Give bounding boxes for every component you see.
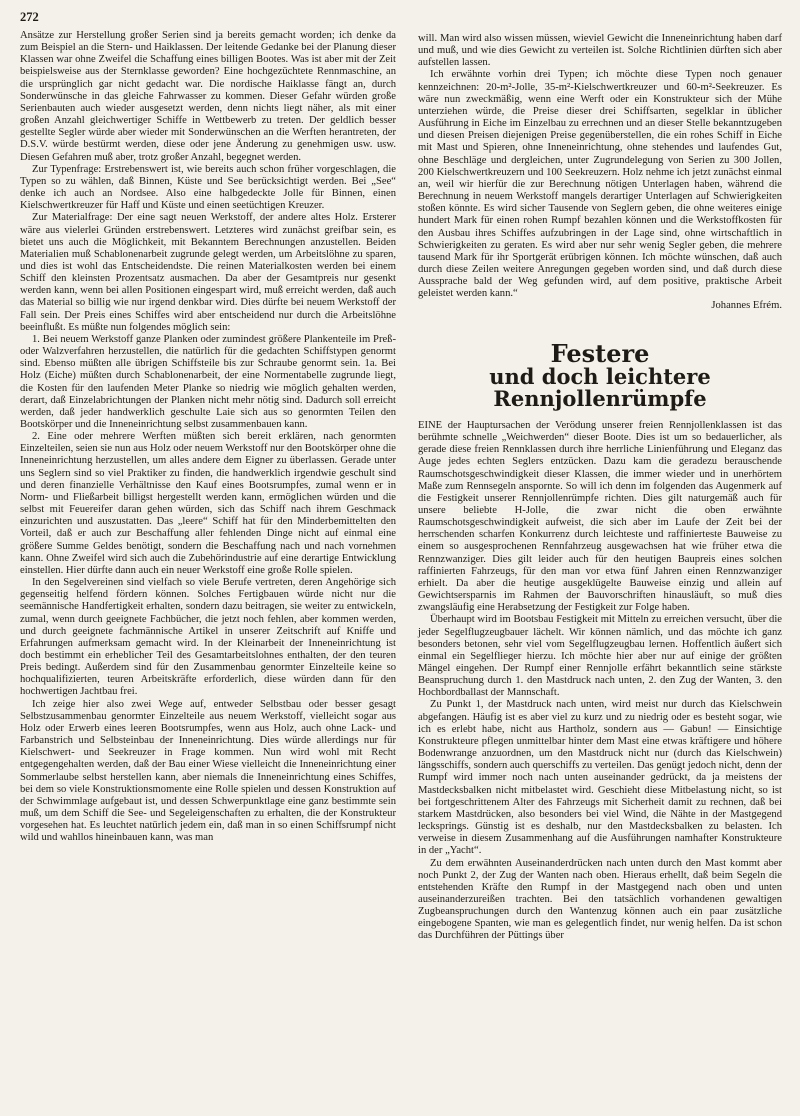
lead-paragraph: EINE der Hauptursachen der Verödung unserer freien Rennjollenklassen ist das berühmte schnelle „Weichwerden“ dieser Boote. Dies ist um so bedauerlicher, als gerade diese freien Rennklassen durch ihre herrliche Linienführung und Eleganz das Auge jedes echten Seglers entzücken. Dazu kam die geradezu berauschende Raumschotsgeschwindigkeit dieser Klassen, die immer wieder und in unerhörtem Maße zum Rennsegeln anspornte. So will ich denn im folgenden das Augenmerk auf die Festigkeit unserer Rennjollenrümpfe richten. Dies gilt naturgemäß auch für unsere beliebte H-Jolle, die zwar nicht die oben erwähnte Raumschotsgeschwindigkeit aufweist, die sich aber im Laufe der Zeit bei der herrschenden scharfen Konkurrenz durch leichteste und raffinierteste Bauweise zu einem so ausgesprochenen Rennfahrzeug ausgewachsen hat wie früher etwa die Rennzwanziger. Dies gilt leider auch für den heutigen Baupreis eines solchen raffinierten Fahrzeugs, für den man vor etwa fünf Jahren einen Rennzwanziger erhielt. Da aber die heutige ausgeklügelte Bauweise einzig und allein auf Gewichtsersparnis im Rahmen der Bauvorschriften hinausläuft, so muß dies zwangsläufig eine Herabsetzung der Festigkeit zur Folge haben. [418,419,782,614]
paragraph: will. Man wird also wissen müssen, wieviel Gewicht die Inneneinrichtung haben darf und muß, und wie dies Gewicht zu verteilen ist. Solche Richtlinien dürften sich aber aufstellen lassen. [418,33,782,69]
paragraph: Ich erwähnte vorhin drei Typen; ich möchte diese Typen noch genauer kennzeichnen: 20-m²-Jolle, 35-m²-Kielschwertkreuzer und 60-m²-Seekreuzer. Es wäre nun zweckmäßig, wenn eine Werft oder ein Konstrukteur sich der Mühe unterziehen würde, die Preise dieser drei Schiffsarten, segelklar in üblicher Ausführung in Eiche im Einzelbau zu errechnen und an dieser Stelle bekanntzugeben und diesen Preisen diejenigen Preise gegenüberstellen, die ein rohes Schiff in Eiche mit Mast und Spieren, ohne Inneneinrichtung, ohne stehendes und laufendes Gut, ohne Beschläge und dergleichen, unter Zugrundelegung von Serien zu 300 Jollen, 200 Kielschwertkreuzern und 100 Seekreuzern. Holz nehme ich jetzt zunächst einmal an, weil wir hierfür die zur Berechnung nötigen Unterlagen haben, während die Berechnung in neuem Werkstoff mangels derartiger Unterlagen auf Schwierigkeiten stoßen könnte. Es wird sicher Tausende von Seglern geben, die ohne weiteres einige hundert Mark für einen rohen Rumpf bezahlen können und die Werkstoffkosten für den Ausbau ihres Schiffes aufzubringen in der Lage sind, ohne wirtschaftlich in Schwierigkeiten zu geraten. Es wird aber nur sehr wenig Segler geben, die mehrere tausend Mark für ihr Sportgerät erübrigen können. Ich möchte wünschen, daß auch durch diese Zeilen weitere Anregungen gegeben worden sind, und daß durch diese Aussprache bald der Weg gefunden wird, auf dem positive, praktische Arbeit geleistet werden kann.“ [418,69,782,300]
paragraph: Zu Punkt 1, der Mastdruck nach unten, wird meist nur durch das Kielschwein abgefangen. Häufig ist es aber viel zu kurz und zu niedrig oder es besteht sogar, wie ich es erlebt habe, nicht aus Hartholz, sondern aus — Gabun! — Einsichtige Konstrukteure pflegen unmittelbar hinter dem Mast eine etwas kräftigere und höhere Bodenwrange anzuordnen, um den Mastdruck nicht nur (durch das Kielschwein) längsschiffs, sondern auch querschiffs zu verteilen. Das genügt jedoch nicht, denn der Rumpf wird immer noch nach unten auseinander gedrückt, da ja meistens der Mastdecksbalken nicht mitbelastet wird. Geschieht diese Mitbelastung nicht, so ist bei fortgeschrittenem Alter des Fahrzeugs mit Sicherheit damit zu rechnen, daß bei starkem Mastdrücken, also besonders bei viel Wind, die Nähte in der Mastgegend lecksprings. Günstig ist es deshalb, nur den Mastdecksbalken zu belasten. Ich verweise in diesem Zusammenhang auf die Ausführungen namhafter Konstrukteure in der „Yacht“. [418,699,782,857]
article-title-line-1: Festere [550,338,650,368]
paragraph: Ich zeige hier also zwei Wege auf, entweder Selbstbau oder besser gesagt Selbstzusammenbau genormter Einzelteile aus neuem Werkstoff, vielleicht sogar aus Holz oder Erwerb eines leeren Bootsrumpfes, wenn aus Holz, auch ohne Lack- und Farbanstrich und Selbsteinbau der Inneneinrichtung. Dies würde allerdings nur für Kielschwert- und Seekreuzer in Frage kommen. Nun wird wohl mit Recht entgegengehalten werden, daß der Bau einer Wiese vielleicht die Inneneinrichtung einer Sommerlaube selbst herstellen kann, aber niemals die Inneneinrichtung eines Schiffes, bei dem so viele Konstruktionsmomente eine Rolle spielen und dessen Konstruktion auf der Schwimmlage aufgebaut ist, und dessen Schwerpunktlage eine ganz bestimmte sein muß, um dem Schiff die See- und Segeleigenschaften zu erhalten, die der Konstrukteur vorgesehen hat. Es leuchtet natürlich jedem ein, daß man in so einen Schiffsrumpf nicht wild und wahllos hineinbauen kann, was man [20,698,396,844]
right-column [418,33,782,943]
paragraph: Ansätze zur Herstellung großer Serien sind ja bereits gemacht worden; ich denke da zum Beispiel an die Stern- und Haiklassen. Der leitende Gedanke bei der Planung dieser Klassen war ohne Zweifel die Schaffung eines billigen Bootes. Was ist aber mit der Zeit beispielsweise aus der Sternklasse geworden? Eine hochgezüchtete Rennmaschine, an die ursprünglich gar nicht gedacht war. Die nordische Haiklasse fängt an, durch Sonderwünsche in das gleiche Fahrwasser zu kommen. Dieser Gefahr würden große Serienbauten auch wieder ausgesetzt werden, denn nichts liegt näher, als mit einer großen Anzahl gleichwertiger Schiffe in Wettbewerb zu treten. Der geldlich besser gestellte Segler würde aber wieder mit Sonderwünschen an die Werften herantreten, der D.S.V. würde bestürmt werden, diese oder jene Änderung zu genehmigen usw. usw. Diesen Gefahren muß aber, trotz großer Anzahl, begegnet werden. [20,30,396,163]
paragraph: Zu dem erwähnten Auseinanderdrücken nach unten durch den Mast kommt aber noch Punkt 2, der Zug der Wanten nach oben. Hieraus erhellt, daß beim Segeln die entstehenden Kräfte den Rumpf in der Mastgegend nach oben und unten auseinanderzureißen trachten. Bei den tatsächlich vorhandenen gewaltigen Zugbeanspruchungen durch den Wantenzug können auch ein paar zusätzliche eingebogene Spanten, wie man es gelegentlich findet, nur wenig helfen. Da ist schon das Durchführen der Püttings über [418,857,782,942]
paragraph: Überhaupt wird im Bootsbau Festigkeit mit Mitteln zu erreichen versucht, über die jeder Segelflugzeugbauer lächelt. Wir können nämlich, und das möchte ich ganz besonders betonen, sehr viel vom Segelflugzeugbau lernen. Hoffentlich äußert sich einmal ein Segelflieger hierzu. Ich möchte hier aber nur auf einige der größten Mängel eingehen. Der Rumpf einer Rennjolle erfährt bekanntlich seine stärkste Beanspruchung durch 1. den Mastdruck nach unten, 2. den Zug der Wanten, 3. den Hochbordballast der Mannschaft. [418,614,782,699]
article-title [418,338,782,411]
author-signature: Johannes Efrém. [711,300,782,312]
paragraph: Zur Typenfrage: Erstrebenswert ist, wie bereits auch schon früher vorgeschlagen, die Typen so zu wählen, daß Binnen, Küste und See berücksichtigt werden. Bei „See“ denke ich auch an Nordsee. Also eine halbgedeckte Jolle für Binnen, einen Kielschwertkreuzer für Haff und Küste und einen seetüchtigen Kreuzer. [20,163,396,212]
paragraph: 2. Eine oder mehrere Werften müßten sich bereit erklären, nach genormten Einzelteilen, seien sie nun aus Holz oder neuem Werkstoff nur den Bootskörper ohne die Inneneinrichtung herzustellen, um alles andere dem Eigner zu überlassen. Gerade unter uns Seglern sind so viel Praktiker zu finden, die handwerklich irgendwie geschult sind und deren finanzielle Verhältnisse den Kauf eines Bootsrumpfes, zumal wenn er in Norm- und Fließarbeit billigst hergestellt werden kann, ermöglichen würden und die selbst mit Feuereifer daran gehen würden, sich das Schiff nach ihrem Geschmack einzurichten und auszustatten. Das „leere“ Schiff hat für den Minderbemittelten den Vorteil, daß er auch zur Beschaffung aller fehlenden Dinge nicht auf einmal eine größere Summe Geldes benötigt, sondern die Beschaffung nach und nach vornehmen kann. Ohne Zweifel wird sich auch die Zubehörindustrie auf eine derartige Entwicklung einstellen. Hier dürfte dann auch ein neuer Werkstoff eine große Rolle spielen. [20,431,396,576]
left-column [20,30,396,844]
paragraph: In den Segelvereinen sind vielfach so viele Berufe vertreten, deren Angehörige sich gegenseitig helfend fördern können. Solches Fertigbauen würde nicht nur die seemännische Handfertigkeit erhalten, sondern dazu beitragen, sie weiter zu entwickeln, zumal, wenn durch geeignete Fachbücher, die jetzt noch fehlen, aber kommen werden, und durch geeignete fachmännische Artikel in unserer Zeitschrift auf Kniffe und Erfahrungen aufmerksam gemacht wird. In der Kleinarbeit der Inneneinrichtung ist doch bestimmt ein erheblicher Teil des Gesamtarbeitslohnes enthalten, der den teuren Preis bedingt. Außerdem sind für den Zusammenbau genormter Einzelteile keine so hochqualifizierten, teuren Arbeitskräfte erforderlich, diese würden dann für den hochwertigen Jachtbau frei. [20,577,396,698]
page-number: 272 [20,10,39,24]
paragraph: 1. Bei neuem Werkstoff ganze Planken oder zumindest größere Plankenteile im Preß- oder Walzverfahren herzustellen, die natürlich für die gedachten Schiffstypen genormt sind. Ebenso müßten alle übrigen Schiffsteile bis zur Schraube genormt sein. 1a. Bei Holz (Eiche) müßten durch Schablonenarbeit, der eine Normentabelle zugrunde liegt, die Kosten für den laufenden Meter Planke so niedrig wie möglich gehalten werden, derart, daß Einzelabrichtungen der Planken nicht mehr nötig sind. Dadurch soll erreicht werden, daß jeder handwerklich geschulte Laie sich aus so genormten Teilen den Bootskörper und die Inneneinrichtung selbst zusammenbauen kann. [20,333,396,430]
article-title-line-2: und doch leichtere Rennjollenrümpfe [489,363,711,411]
paragraph: Zur Materialfrage: Der eine sagt neuen Werkstoff, der andere altes Holz. Ersterer wäre aus vielerlei Gründen erstrebenswert. Letzteres wird zunächst greifbar sein, es bietet uns auch die Möglichkeit, mit Bekanntem Berechnungen anzustellen. Beiden Materialien muß Schablonenarbeit zugrunde gelegt werden, um Arbeitslöhne zu sparen, und dies ist wohl das Entscheidendste. Die reinen Materialkosten werden bei einem Schiff den kleinsten Prozentsatz ausmachen. Da aber der Gesamtpreis nur gesenkt werden kann, wenn bei allen Positionen eingespart wird, muß erreicht werden, daß auch das Material so billig wie nur irgend denkbar wird. Dies dürfte bei neuem Werkstoff der Fall sein. Der Preis eines Schiffes wird aber entscheidend nur durch die Arbeitslöhne beeinflußt. Es müßte nun folgendes möglich sein: [20,212,396,333]
